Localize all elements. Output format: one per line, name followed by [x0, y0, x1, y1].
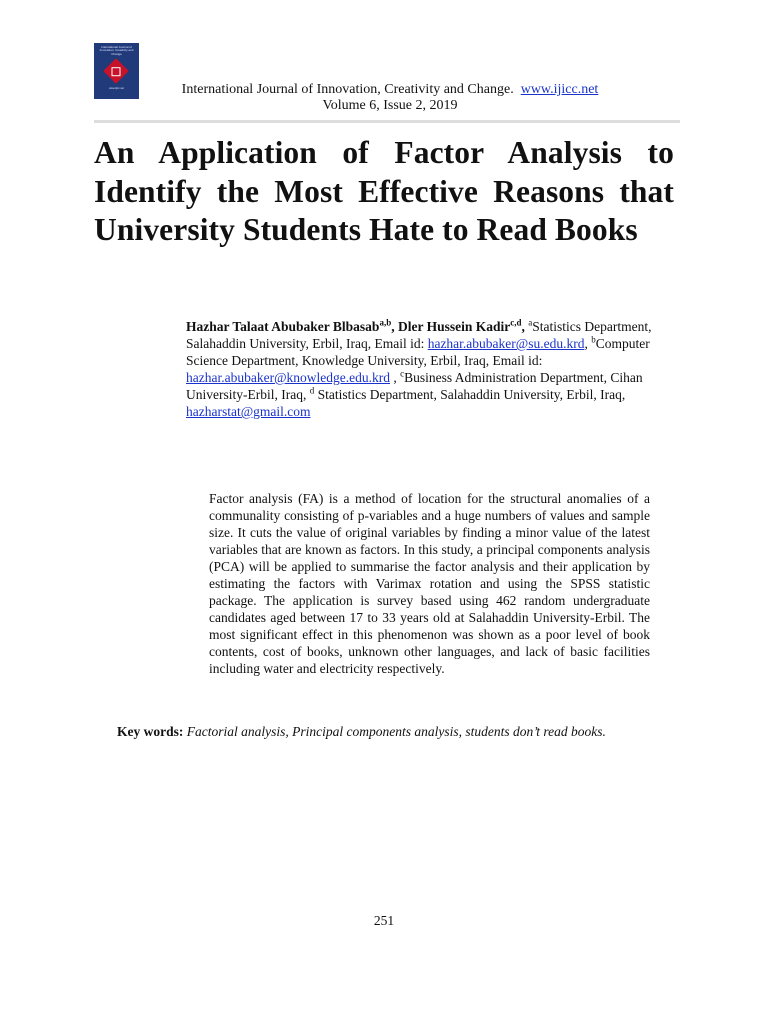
affiliation-c: Business Administration Department, Cihan University-Erbil, Iraq,	[186, 370, 643, 402]
email-link-knowledge[interactable]: hazhar.abubaker@knowledge.edu.krd	[186, 370, 390, 385]
affiliation-b: Computer Science Department, Knowledge University, Erbil, Iraq, Email id:	[186, 336, 650, 368]
author-1-name: Hazhar Talaat Abubaker Blbasab	[186, 319, 380, 334]
logo-diamond-icon	[103, 58, 128, 83]
affiliation-a: Statistics Department, Salahaddin University, Erbil, Iraq, Email id:	[186, 319, 652, 351]
author-1-affiliation-marks: a,b	[379, 317, 392, 328]
volume-issue: Volume 6, Issue 2, 2019	[322, 98, 458, 113]
affiliation-d: Statistics Department, Salahaddin University, Erbil, Iraq,	[314, 387, 626, 402]
separator-4: ,	[389, 370, 401, 385]
journal-url-link[interactable]: www.ijicc.net	[520, 82, 599, 97]
author-2-affiliation-marks: c,d	[510, 317, 522, 328]
email-link-gmail[interactable]: hazharstat@gmail.com	[186, 404, 311, 419]
email-link-su[interactable]: hazhar.abubaker@su.edu.krd	[427, 336, 585, 351]
affiliation-d-mark: d	[309, 385, 315, 396]
affiliation-b-mark: b	[591, 334, 596, 345]
paper-title: An Application of Factor Analysis to Identify the Most Effective Reasons that University Students Hate to Read Books	[94, 135, 674, 247]
journal-logo	[94, 43, 139, 99]
logo-top-text: International Journal of Innovation, Creativity and Change	[99, 46, 134, 56]
keywords	[117, 723, 622, 740]
author-separator-2: ,	[521, 319, 529, 334]
journal-line	[140, 82, 640, 98]
keywords-text: Factorial analysis, Principal components analysis, students don’t read books.	[183, 724, 606, 739]
affiliation-c-mark: c	[400, 368, 405, 379]
logo-bottom-text: www.ijicc.net	[109, 87, 124, 90]
author-2-name: Dler Hussein Kadir	[397, 319, 511, 334]
author-separator: ,	[391, 319, 398, 334]
journal-header	[140, 82, 640, 114]
author-block	[186, 318, 656, 420]
keywords-label: Key words:	[117, 724, 184, 739]
affiliation-a-mark: a	[528, 317, 533, 328]
journal-name: International Journal of Innovation, Creativity and Change.	[181, 82, 514, 97]
page-number: 251	[373, 913, 395, 928]
abstract-text: Factor analysis (FA) is a method of location for the structural anomalies of a communality consisting of p-variables and a huge numbers of values and sample size. It cuts the value of original variables by finding a minor value of the latest variables that are known as factors. In this study, a principal components analysis (PCA) will be applied to summarise the factor analysis and their application by estimating the factors with Varimax rotation and using the SPSS statistic package. The application is survey based using 462 random undergraduate candidates aged between 17 to 33 years old at Salahaddin University-Erbil. The most significant effect in this phenomenon was shown as a poor level of book contents, cost of books, unknown other languages, and lack of basic facilities including water and electricity respectively.	[209, 491, 650, 676]
separator-3: ,	[584, 336, 592, 351]
header-divider	[94, 120, 680, 123]
